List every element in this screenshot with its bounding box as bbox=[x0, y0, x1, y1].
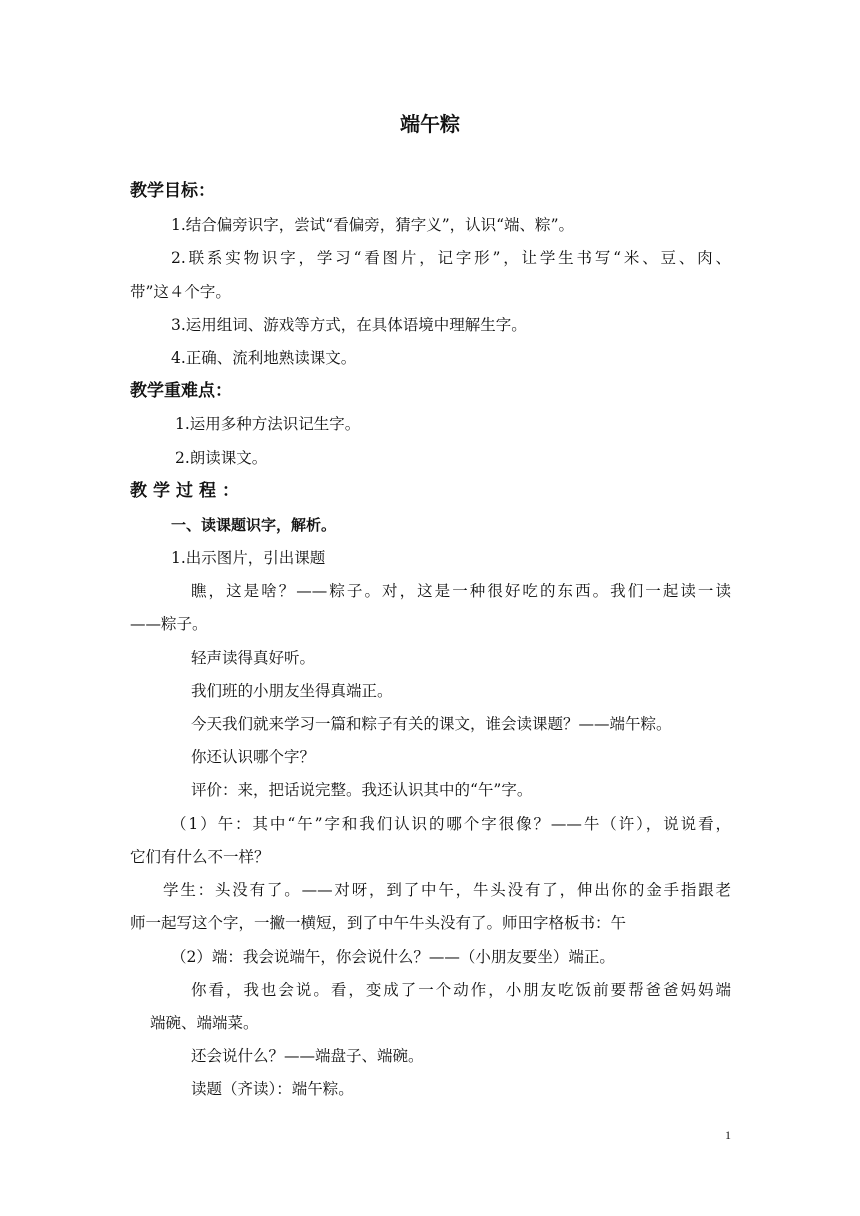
section-heading-objectives: 教学目标： bbox=[130, 181, 215, 201]
process-line: 你看，我也会说。看，变成了一个动作，小朋友吃饭前要帮爸爸妈妈端 bbox=[191, 981, 731, 999]
process-line: 还会说什么？——端盘子、端碗。 bbox=[191, 1047, 424, 1065]
objective-item-2: 2.联系实物识字，学习“看图片，记字形”，让学生书写“米、豆、肉、 bbox=[171, 249, 731, 267]
objective-item-3: 3.运用组词、游戏等方式，在具体语境中理解生字。 bbox=[171, 316, 527, 334]
page-number: 1 bbox=[725, 1128, 731, 1142]
process-line: ——粽子。 bbox=[130, 615, 208, 633]
process-line: 轻声读得真好听。 bbox=[191, 649, 316, 667]
document-title: 端午粽 bbox=[400, 112, 460, 136]
process-line: 端碗、端端菜。 bbox=[150, 1014, 259, 1032]
section-heading-process: 教学过程： bbox=[130, 481, 245, 501]
objective-item-4: 4.正确、流利地熟读课文。 bbox=[171, 349, 357, 367]
process-subheading: 一、读课题识字，解析。 bbox=[171, 516, 337, 534]
process-line: 我们班的小朋友坐得真端正。 bbox=[191, 682, 393, 700]
process-line: （1）午：其中“午”字和我们认识的哪个字很像？——牛（许），说说看， bbox=[171, 815, 731, 833]
process-line: 评价：来，把话说完整。我还认识其中的“午”字。 bbox=[191, 781, 533, 799]
process-line: 今天我们就来学习一篇和粽子有关的课文，谁会读课题？——端午粽。 bbox=[191, 715, 672, 733]
process-line: 你还认识哪个字？ bbox=[191, 748, 316, 766]
process-line: 师一起写这个字，一撇一横短，到了中午牛头没有了。师田字格板书：午 bbox=[130, 914, 627, 932]
process-line: （2）端：我会说端午，你会说什么？——（小朋友要坐）端正。 bbox=[171, 948, 615, 966]
process-line: 学生：头没有了。——对呀，到了中午，牛头没有了，伸出你的金手指跟老 bbox=[163, 881, 731, 899]
key-point-item-1: 1.运用多种方法识记生字。 bbox=[175, 415, 361, 433]
section-heading-key-points: 教学重难点： bbox=[130, 381, 232, 401]
objective-item-1: 1.结合偏旁识字，尝试“看偏旁，猜字义”，认识“端、粽”。 bbox=[171, 216, 574, 234]
process-line: 读题（齐读）：端午粽。 bbox=[191, 1080, 354, 1098]
objective-item-2-continued: 带”这４个字。 bbox=[130, 283, 231, 301]
key-point-item-2: 2.朗读课文。 bbox=[175, 449, 268, 467]
process-line: 它们有什么不一样？ bbox=[130, 848, 270, 866]
process-line: 1.出示图片，引出课题 bbox=[171, 549, 326, 567]
process-line: 瞧，这是啥？——粽子。对，这是一种很好吃的东西。我们一起读一读 bbox=[191, 582, 731, 600]
